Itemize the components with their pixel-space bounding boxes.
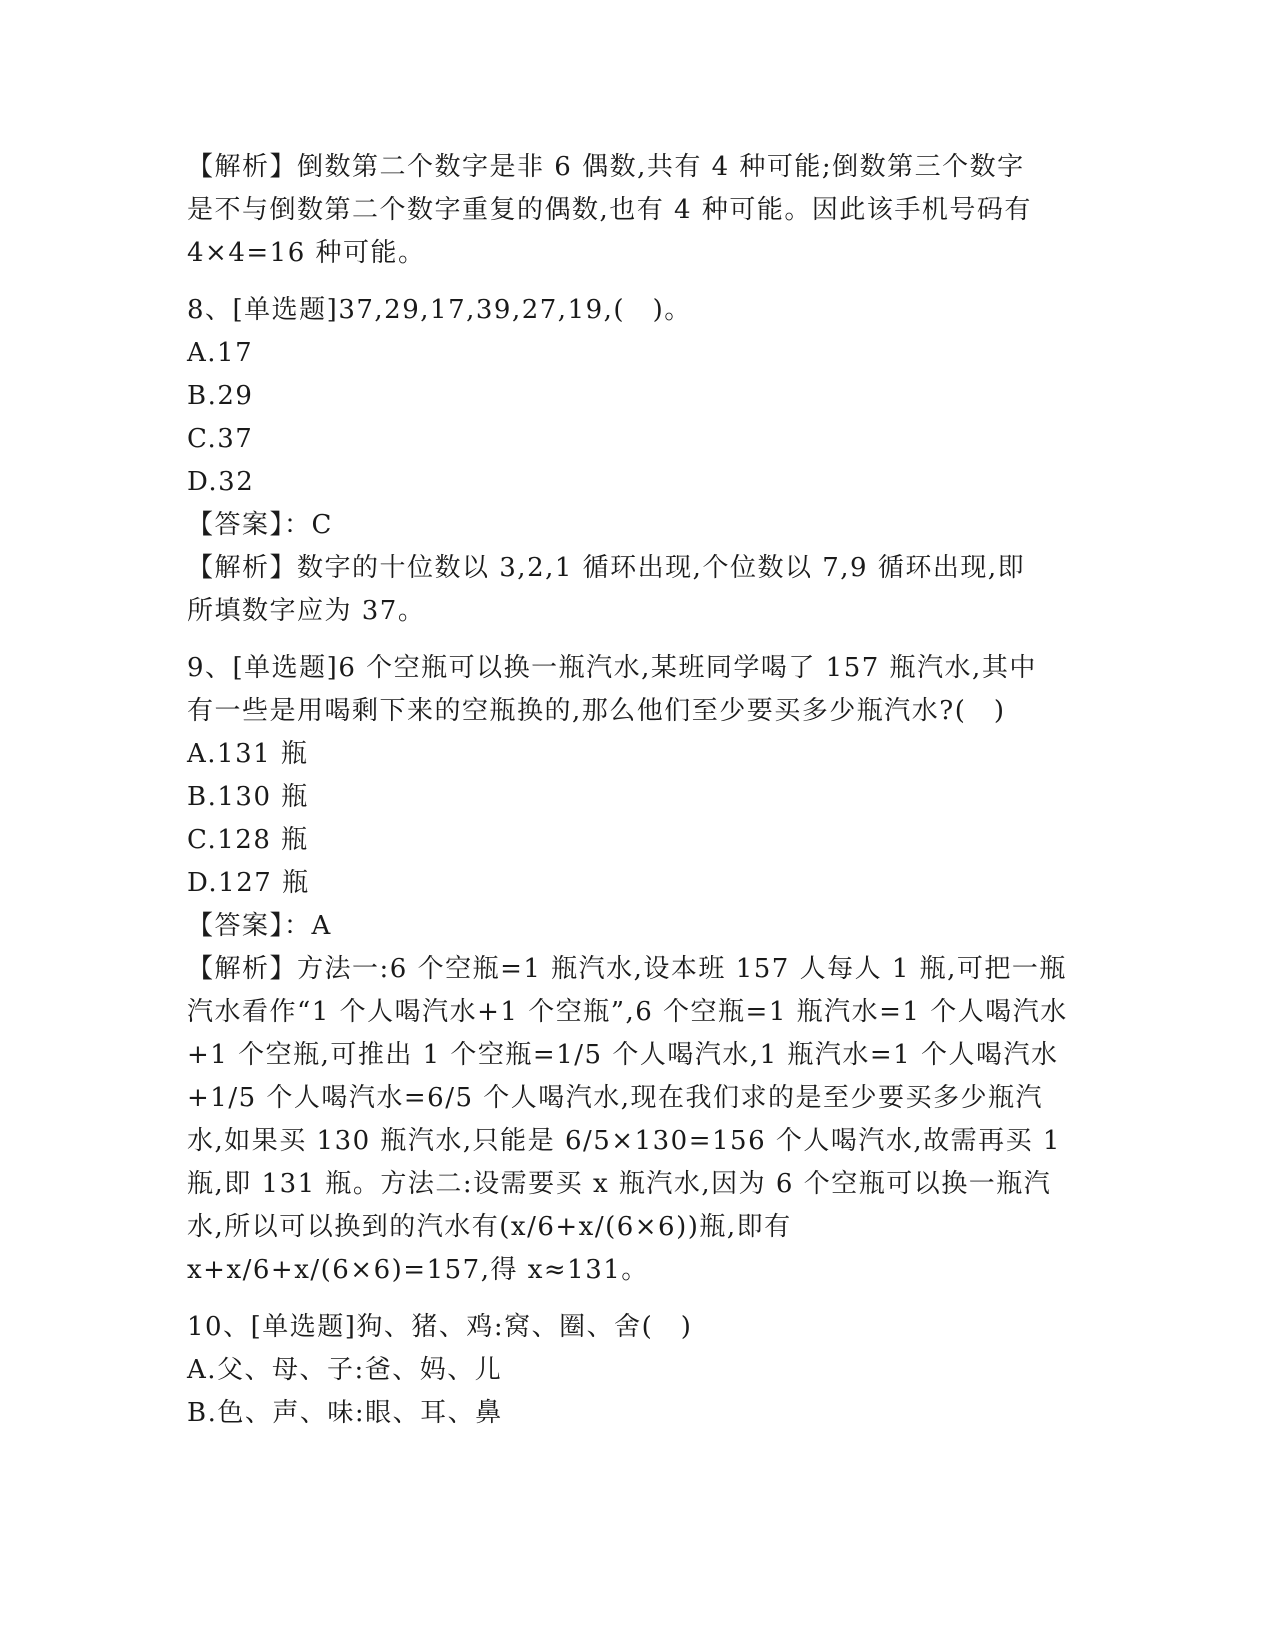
question-text: 10、[单选题]狗、猪、鸡:窝、圈、舍( )	[187, 1312, 693, 1342]
question-10	[187, 1306, 1087, 1435]
question-text: 9、[单选题]6 个空瓶可以换一瓶汽水,某班同学喝了 157 瓶汽水,其中	[187, 653, 1037, 683]
option-a: A.父、母、子:爸、妈、儿	[187, 1355, 503, 1385]
analysis-line: 所填数字应为 37。	[187, 596, 426, 626]
analysis-line: +1/5 个人喝汽水=6/5 个人喝汽水,现在我们求的是至少要买多少瓶汽	[187, 1083, 1044, 1113]
analysis-line: 【解析】倒数第二个数字是非 6 偶数,共有 4 种可能;倒数第三个数字	[187, 152, 1025, 182]
document-page	[187, 146, 1087, 1435]
analysis-line: 水,如果买 130 瓶汽水,只能是 6/5×130=156 个人喝汽水,故需再买 1	[187, 1126, 1061, 1156]
option-b: B.29	[187, 381, 254, 411]
option-a: A.17	[187, 338, 254, 368]
analysis-line: 是不与倒数第二个数字重复的偶数,也有 4 种可能。因此该手机号码有	[187, 195, 1032, 225]
intro-analysis	[187, 146, 1087, 275]
analysis-line: 汽水看作“1 个人喝汽水+1 个空瓶”,6 个空瓶=1 瓶汽水=1 个人喝汽水	[187, 997, 1068, 1027]
analysis-line: 4×4=16 种可能。	[187, 238, 426, 268]
analysis-line: +1 个空瓶,可推出 1 个空瓶=1/5 个人喝汽水,1 瓶汽水=1 个人喝汽水	[187, 1040, 1059, 1070]
option-c: C.128 瓶	[187, 825, 309, 855]
question-text: 有一些是用喝剩下来的空瓶换的,那么他们至少要买多少瓶汽水?( )	[187, 696, 1006, 726]
question-8	[187, 289, 1087, 633]
option-b: B.色、声、味:眼、耳、鼻	[187, 1398, 503, 1428]
option-b: B.130 瓶	[187, 782, 309, 812]
answer: 【答案】：C	[187, 510, 333, 540]
analysis-line: 瓶,即 131 瓶。方法二:设需要买 x 瓶汽水,因为 6 个空瓶可以换一瓶汽	[187, 1169, 1052, 1199]
answer: 【答案】：A	[187, 911, 332, 941]
analysis-line: x+x/6+x/(6×6)=157,得 x≈131。	[187, 1255, 649, 1285]
question-9	[187, 647, 1087, 1292]
analysis-line: 【解析】方法一:6 个空瓶=1 瓶汽水,设本班 157 人每人 1 瓶,可把一瓶	[187, 954, 1067, 984]
option-a: A.131 瓶	[187, 739, 309, 769]
question-text: 8、[单选题]37,29,17,39,27,19,( )。	[187, 295, 692, 325]
option-c: C.37	[187, 424, 254, 454]
option-d: D.32	[187, 467, 255, 497]
option-d: D.127 瓶	[187, 868, 310, 898]
analysis-line: 水,所以可以换到的汽水有(x/6+x/(6×6))瓶,即有	[187, 1212, 792, 1242]
analysis-line: 【解析】数字的十位数以 3,2,1 循环出现,个位数以 7,9 循环出现,即	[187, 553, 1026, 583]
